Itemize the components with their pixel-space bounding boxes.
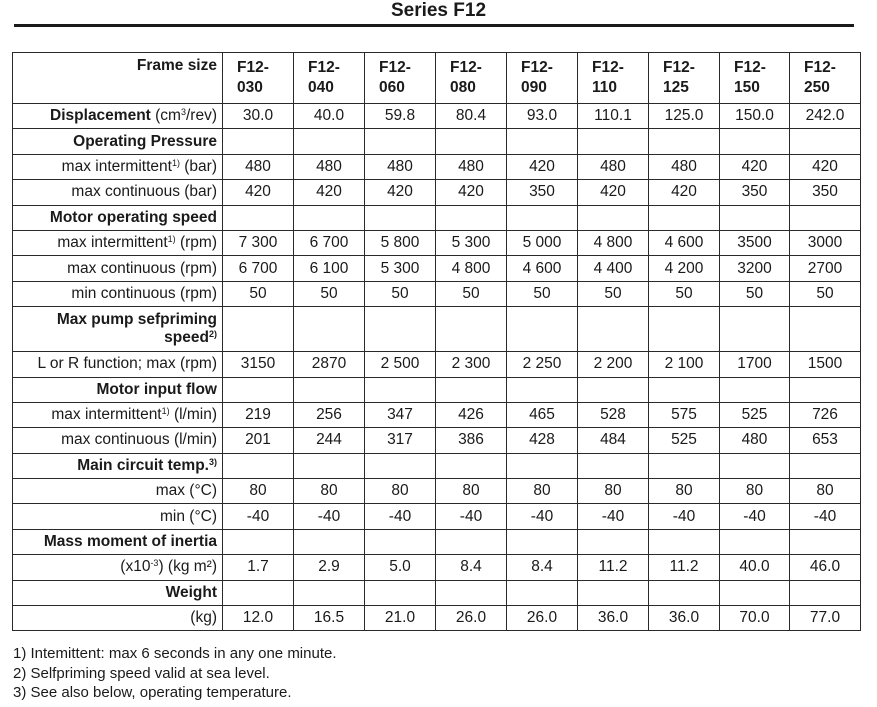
row-label [13,307,223,352]
value-cell: 2 500 [365,352,436,377]
footnote-ref: -3 [150,558,159,569]
table-row [13,479,861,504]
frame-number: 125 [663,79,689,96]
value-cell [223,307,294,352]
frame-size-cell [720,53,790,104]
value-cell: 4 600 [507,256,578,281]
row-label [13,428,223,453]
value-cell: 46.0 [790,555,861,580]
value-cell: 256 [294,402,365,427]
footnote-1: 1) Intemittent: max 6 seconds in any one minute. [13,645,337,662]
value-cell: 420 [507,154,578,179]
frame-number: 090 [521,79,547,96]
value-cell: 2.9 [294,555,365,580]
row-label-text: max intermittent [57,234,168,252]
value-cell [294,205,365,230]
value-cell: 465 [507,402,578,427]
row-label [13,580,223,605]
value-cell [365,205,436,230]
value-cell: 80 [365,479,436,504]
value-cell [436,453,507,478]
value-cell: 70.0 [720,606,790,631]
value-cell: -40 [649,504,720,529]
value-cell: 484 [578,428,649,453]
value-cell [223,529,294,554]
value-cell [507,205,578,230]
row-label [13,205,223,230]
value-cell [720,580,790,605]
value-cell: 21.0 [365,606,436,631]
value-cell: 11.2 [578,555,649,580]
value-cell: 11.2 [649,555,720,580]
value-cell: 4 800 [436,256,507,281]
value-cell [223,205,294,230]
row-label-text: max continuous (l/min) [61,431,217,449]
value-cell: 26.0 [507,606,578,631]
value-cell [436,307,507,352]
value-cell: 201 [223,428,294,453]
value-cell: 2 300 [436,352,507,377]
value-cell: 2 100 [649,352,720,377]
value-cell [649,580,720,605]
value-cell: 420 [223,180,294,205]
value-cell: 26.0 [436,606,507,631]
frame-number: 110 [592,79,618,96]
value-cell: 528 [578,402,649,427]
value-cell: 5 300 [436,230,507,255]
value-cell: 350 [790,180,861,205]
value-cell [507,307,578,352]
value-cell: 2870 [294,352,365,377]
table-row [13,377,861,402]
value-cell: 77.0 [790,606,861,631]
table-row [13,129,861,154]
value-cell: 244 [294,428,365,453]
value-cell [790,307,861,352]
section-label-text: Main circuit temp. [77,456,209,474]
frame-prefix: F12- [804,59,836,76]
row-label-unit: (cm [150,107,181,125]
value-cell [790,580,861,605]
table-row [13,205,861,230]
value-cell: 7 300 [223,230,294,255]
value-cell: 420 [578,180,649,205]
value-cell: 80 [578,479,649,504]
value-cell: -40 [578,504,649,529]
value-cell [507,453,578,478]
value-cell: 347 [365,402,436,427]
frame-size-cell [294,53,365,104]
row-label-text: max intermittent [61,157,172,175]
footnote-ref: 1) [171,157,180,168]
page-title: Series F12 [390,0,487,21]
footnote-ref: 2) [208,329,217,340]
value-cell [436,580,507,605]
value-cell: 2700 [790,256,861,281]
value-cell: 50 [790,281,861,306]
frame-size-cell [578,53,649,104]
frame-prefix: F12- [734,59,766,76]
value-cell [436,129,507,154]
value-cell: 50 [294,281,365,306]
section-label-text: Motor operating speed [49,208,217,226]
table-row [13,352,861,377]
value-cell: 50 [649,281,720,306]
row-label-text: Displacement [50,107,151,125]
value-cell: -40 [223,504,294,529]
row-label-unit-end: (l/min) [169,406,217,424]
value-cell [720,129,790,154]
row-label-text: max continuous (rpm) [67,259,217,277]
frame-number: 060 [379,79,405,96]
value-cell: 12.0 [223,606,294,631]
footnote-ref: 3 [180,107,186,118]
table-row [13,230,861,255]
value-cell: 350 [507,180,578,205]
value-cell [294,580,365,605]
section-label-text-2: speed [164,329,209,347]
value-cell: 480 [720,428,790,453]
value-cell [436,205,507,230]
value-cell [436,529,507,554]
value-cell [294,453,365,478]
value-cell: 2 200 [578,352,649,377]
value-cell: 50 [720,281,790,306]
footnote-ref: 1) [161,406,170,417]
value-cell [365,580,436,605]
value-cell: 150.0 [720,104,790,129]
footnote-3: 3) See also below, operating temperature. [13,684,292,701]
value-cell: 480 [578,154,649,179]
table-row [13,180,861,205]
row-label-text: L or R function; max (rpm) [37,355,217,373]
table-row [13,53,861,104]
value-cell: 420 [790,154,861,179]
table-row [13,606,861,631]
value-cell [790,129,861,154]
value-cell: -40 [294,504,365,529]
value-cell [720,205,790,230]
value-cell [578,377,649,402]
table-row [13,104,861,129]
value-cell: 575 [649,402,720,427]
value-cell [790,377,861,402]
value-cell: 4 600 [649,230,720,255]
value-cell [223,580,294,605]
value-cell: 93.0 [507,104,578,129]
value-cell [790,205,861,230]
value-cell: 5.0 [365,555,436,580]
value-cell: 50 [578,281,649,306]
value-cell: 80 [223,479,294,504]
row-label [13,104,223,129]
value-cell [649,453,720,478]
frame-number: 150 [734,79,760,96]
value-cell [223,377,294,402]
value-cell [649,307,720,352]
title-underline [14,24,854,27]
value-cell [294,529,365,554]
value-cell: 219 [223,402,294,427]
value-cell [790,453,861,478]
value-cell [578,453,649,478]
table-row [13,529,861,554]
section-label-text: Weight [165,583,217,601]
row-label-text: min (°C) [160,507,217,525]
value-cell [649,377,720,402]
value-cell [365,377,436,402]
row-label-text: max intermittent [51,406,162,424]
table-row [13,580,861,605]
value-cell: 5 800 [365,230,436,255]
footnote-ref: 3) [208,456,217,467]
value-cell: 420 [649,180,720,205]
value-cell [294,129,365,154]
value-cell: 317 [365,428,436,453]
value-cell: -40 [365,504,436,529]
value-cell: 480 [294,154,365,179]
row-label [13,453,223,478]
value-cell: 3000 [790,230,861,255]
value-cell [365,453,436,478]
row-label-text: (kg) [190,609,217,627]
value-cell: -40 [720,504,790,529]
table-row [13,154,861,179]
value-cell: 480 [223,154,294,179]
value-cell: 1500 [790,352,861,377]
value-cell: 726 [790,402,861,427]
value-cell [649,129,720,154]
footnote-ref: 1) [167,234,176,245]
value-cell: 480 [365,154,436,179]
value-cell: 40.0 [294,104,365,129]
row-label-text: max continuous (bar) [71,183,217,201]
row-label [13,230,223,255]
value-cell: 50 [223,281,294,306]
row-label [13,504,223,529]
table-row [13,504,861,529]
row-label [13,606,223,631]
row-label-text: min continuous (rpm) [71,284,217,302]
value-cell: -40 [436,504,507,529]
value-cell: 8.4 [507,555,578,580]
value-cell [649,205,720,230]
frame-prefix: F12- [308,59,340,76]
frame-number: 030 [237,79,263,96]
row-label [13,53,223,104]
value-cell: 386 [436,428,507,453]
value-cell [223,453,294,478]
value-cell: 420 [436,180,507,205]
value-cell: 8.4 [436,555,507,580]
value-cell: 125.0 [649,104,720,129]
value-cell [720,307,790,352]
frame-prefix: F12- [237,59,269,76]
value-cell [365,129,436,154]
value-cell: 50 [365,281,436,306]
value-cell: 5 000 [507,230,578,255]
row-label-unit-end: (rpm) [175,234,217,252]
value-cell [365,529,436,554]
value-cell: 3200 [720,256,790,281]
value-cell: 3500 [720,230,790,255]
value-cell: 30.0 [223,104,294,129]
frame-prefix: F12- [450,59,482,76]
value-cell: 50 [507,281,578,306]
value-cell [578,307,649,352]
value-cell [578,205,649,230]
row-label [13,555,223,580]
value-cell: 420 [294,180,365,205]
value-cell: 5 300 [365,256,436,281]
value-cell: 2 250 [507,352,578,377]
value-cell: 6 700 [223,256,294,281]
value-cell: 350 [720,180,790,205]
value-cell [294,377,365,402]
value-cell: 420 [720,154,790,179]
row-label [13,529,223,554]
frame-number: 040 [308,79,334,96]
value-cell: 6 100 [294,256,365,281]
value-cell: 80 [649,479,720,504]
value-cell: 16.5 [294,606,365,631]
row-label [13,256,223,281]
frame-number: 250 [804,79,830,96]
frame-size-cell [436,53,507,104]
value-cell [578,529,649,554]
spec-table [12,52,861,631]
value-cell [365,307,436,352]
row-label-text: Frame size [136,57,217,74]
value-cell [578,580,649,605]
section-label-text: Motor input flow [96,380,217,398]
row-label [13,479,223,504]
value-cell [720,453,790,478]
value-cell [720,529,790,554]
value-cell: 80 [507,479,578,504]
value-cell: 653 [790,428,861,453]
value-cell [294,307,365,352]
value-cell: 480 [436,154,507,179]
value-cell: 36.0 [578,606,649,631]
value-cell [720,377,790,402]
value-cell: 50 [436,281,507,306]
row-label [13,281,223,306]
table-row [13,402,861,427]
value-cell [507,580,578,605]
frame-prefix: F12- [592,59,624,76]
section-label-text: Mass moment of inertia [43,533,217,551]
value-cell [507,529,578,554]
table-row [13,256,861,281]
table-row [13,307,861,352]
value-cell: 80.4 [436,104,507,129]
value-cell: 525 [720,402,790,427]
value-cell [649,529,720,554]
frame-prefix: F12- [379,59,411,76]
value-cell: 1.7 [223,555,294,580]
value-cell: 4 200 [649,256,720,281]
value-cell: 4 800 [578,230,649,255]
frame-size-cell [365,53,436,104]
value-cell: 80 [436,479,507,504]
row-label [13,129,223,154]
row-label-unit-end: ) (kg m²) [158,558,217,576]
section-label-text: Operating Pressure [73,132,217,150]
table-row [13,281,861,306]
table-row [13,555,861,580]
value-cell: 4 400 [578,256,649,281]
value-cell: 426 [436,402,507,427]
value-cell [223,129,294,154]
value-cell [507,129,578,154]
frame-number: 080 [450,79,476,96]
row-label [13,352,223,377]
footnote-2: 2) Selfpriming speed valid at sea level. [13,664,270,682]
frame-prefix: F12- [663,59,695,76]
row-label [13,402,223,427]
frame-size-cell [790,53,861,104]
value-cell: 40.0 [720,555,790,580]
frame-size-cell [649,53,720,104]
table-row [13,428,861,453]
value-cell: 80 [720,479,790,504]
row-label [13,180,223,205]
table-row [13,453,861,478]
frame-size-cell [223,53,294,104]
row-label-text: max (°C) [155,482,217,500]
value-cell: 525 [649,428,720,453]
frame-prefix: F12- [521,59,553,76]
section-label-text: Max pump sefpriming [56,311,217,329]
value-cell: 242.0 [790,104,861,129]
value-cell: 6 700 [294,230,365,255]
footnotes [13,644,337,703]
value-cell: 1700 [720,352,790,377]
value-cell: 80 [790,479,861,504]
value-cell: 480 [649,154,720,179]
row-label-text: (x10 [120,558,151,576]
value-cell [507,377,578,402]
value-cell: 3150 [223,352,294,377]
value-cell: 428 [507,428,578,453]
value-cell: 36.0 [649,606,720,631]
value-cell [436,377,507,402]
value-cell [790,529,861,554]
value-cell: -40 [790,504,861,529]
row-label-unit-end: (bar) [179,157,217,175]
value-cell: 80 [294,479,365,504]
row-label-unit-end: /rev) [186,107,217,125]
row-label [13,154,223,179]
value-cell: 110.1 [578,104,649,129]
frame-size-cell [507,53,578,104]
value-cell: -40 [507,504,578,529]
row-label [13,377,223,402]
value-cell: 59.8 [365,104,436,129]
value-cell: 420 [365,180,436,205]
value-cell [578,129,649,154]
